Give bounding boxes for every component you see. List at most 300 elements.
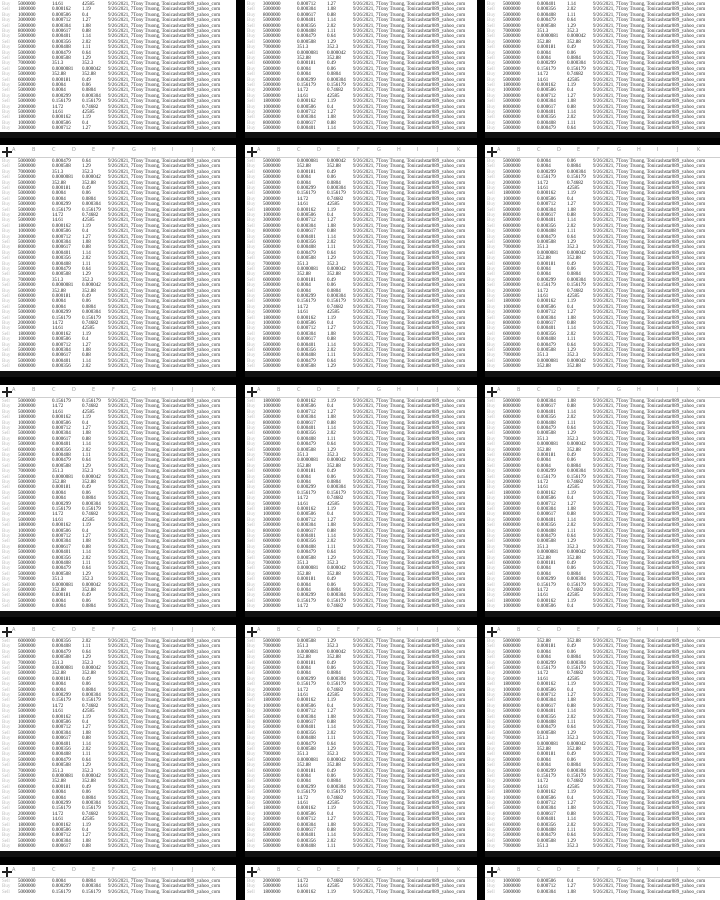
- table-cell: Buy: [2, 436, 11, 442]
- table-cell: 5000000: [503, 676, 521, 682]
- table-cell: 42585: [327, 310, 340, 316]
- table-cell: 5000000: [503, 229, 521, 235]
- table-cell: 0.49: [567, 644, 576, 650]
- table-row: [0, 485, 236, 490]
- column-letter: K: [212, 387, 216, 393]
- table-cell: 0.0000081: [537, 741, 559, 747]
- table-cell: 0.000162: [537, 490, 556, 496]
- table-cell: 0.49: [327, 469, 336, 475]
- table-cell: 9/26/2021, 7Tony Truong, Tonicashstar089_yahoo_com: [108, 115, 221, 121]
- table-cell: 0.000162: [297, 207, 316, 213]
- table-cell: Sell: [2, 294, 10, 299]
- table-cell: 0.156179: [537, 474, 556, 480]
- table-cell: Buy: [2, 757, 11, 763]
- table-cell: 6000000: [503, 714, 521, 720]
- table-cell: 1.19: [567, 299, 576, 305]
- table-cell: 5000000: [263, 299, 281, 305]
- table-cell: 9/26/2021, 7Tony Truong, Tonicashstar089_yahoo_com: [108, 757, 221, 763]
- table-cell: Buy: [247, 409, 256, 415]
- table-cell: 352.88: [297, 763, 311, 769]
- table-cell: 0.000304: [52, 431, 71, 437]
- table-cell: 9/26/2021, 7Tony Truong, Tonicashstar089_yahoo_com: [353, 288, 466, 294]
- table-cell: Buy: [2, 310, 11, 316]
- table-row: [485, 448, 720, 453]
- spreadsheet-printout-tile: [485, 625, 720, 857]
- table-cell: Sell: [2, 175, 10, 181]
- table-cell: 0.000401: [52, 550, 71, 556]
- table-cell: 1.08: [567, 806, 576, 812]
- table-cell: Buy: [2, 817, 11, 823]
- column-letter: B: [32, 627, 36, 633]
- table-cell: 8000000: [503, 104, 521, 110]
- table-cell: Buy: [2, 644, 11, 650]
- table-cell: 9/26/2021, 7Tony Truong, Tonicashstar089_yahoo_com: [353, 817, 466, 823]
- table-cell: 14.61: [537, 294, 549, 299]
- table-cell: 9/26/2021, 7Tony Truong, Tonicashstar089_yahoo_com: [108, 256, 221, 262]
- table-cell: 1.14: [567, 409, 576, 415]
- table-cell: Sell: [247, 566, 255, 572]
- table-cell: 9/26/2021, 7Tony Truong, Tonicashstar089_yahoo_com: [353, 256, 466, 262]
- table-cell: Sell: [2, 485, 10, 491]
- table-cell: 5000000: [503, 120, 521, 126]
- table-cell: 9/26/2021, 7Tony Truong, Tonicashstar089_yahoo_com: [108, 23, 221, 29]
- table-cell: 9/26/2021, 7Tony Truong, Tonicashstar089_yahoo_com: [593, 480, 706, 485]
- table-cell: 5000000: [503, 277, 521, 283]
- table-row: [485, 747, 720, 752]
- table-cell: 0.0000081: [52, 774, 74, 779]
- table-cell: 9/26/2021, 7Tony Truong, Tonicashstar089_yahoo_com: [593, 555, 706, 561]
- table-cell: 14.72: [537, 588, 549, 593]
- table-cell: 9/26/2021, 7Tony Truong, Tonicashstar089_yahoo_com: [108, 539, 221, 545]
- table-cell: 14.61: [297, 310, 309, 316]
- table-cell: 6000000: [18, 364, 36, 370]
- table-cell: 0.000042: [82, 774, 101, 779]
- table-cell: 5000000: [18, 507, 36, 512]
- table-cell: 1.19: [567, 83, 576, 88]
- table-cell: 0.000508: [52, 164, 71, 170]
- table-row: [485, 469, 720, 474]
- table-cell: Buy: [247, 795, 256, 801]
- table-cell: 0.156179: [537, 582, 556, 588]
- table-cell: 9/26/2021, 7Tony Truong, Tonicashstar089_yahoo_com: [593, 588, 706, 593]
- table-cell: 9/26/2021, 7Tony Truong, Tonicashstar089_yahoo_com: [353, 768, 466, 774]
- table-cell: Sell: [2, 23, 10, 29]
- table-cell: 3000000: [18, 534, 36, 539]
- table-cell: 0.88: [327, 828, 336, 833]
- table-row: [485, 245, 720, 250]
- table-cell: 9/26/2021, 7Tony Truong, Tonicashstar089_yahoo_com: [593, 12, 706, 18]
- table-cell: 1.27: [327, 517, 336, 523]
- table-row: [485, 475, 720, 480]
- table-cell: 9/26/2021, 7Tony Truong, Tonicashstar089_yahoo_com: [108, 240, 221, 245]
- table-cell: 14.61: [537, 593, 549, 599]
- table-cell: 9/26/2021, 7Tony Truong, Tonicashstar089_yahoo_com: [108, 582, 221, 588]
- table-cell: 0.0004: [297, 671, 311, 677]
- table-cell: Buy: [247, 709, 256, 715]
- table-cell: 9/26/2021, 7Tony Truong, Tonicashstar089_yahoo_com: [353, 321, 466, 326]
- table-cell: 1.14: [327, 342, 336, 348]
- table-cell: 0.000508: [537, 23, 556, 29]
- photo-bottom-shadow: [0, 132, 236, 138]
- table-row: [0, 644, 236, 649]
- table-cell: 5000000: [18, 304, 36, 310]
- table-cell: 9/26/2021, 7Tony Truong, Tonicashstar089_yahoo_com: [108, 577, 221, 583]
- column-letter: F: [112, 627, 115, 633]
- table-cell: 0.000181: [537, 644, 556, 650]
- table-cell: 1.14: [327, 725, 336, 731]
- table-cell: 0.0004: [297, 588, 311, 593]
- table-cell: 1.27: [82, 426, 91, 431]
- column-letter: I: [172, 627, 174, 633]
- table-cell: 2.02: [82, 447, 91, 453]
- table-cell: 0.156179: [82, 889, 101, 895]
- table-cell: 0.64: [567, 126, 576, 132]
- table-row: [245, 251, 477, 256]
- table-row: [0, 56, 236, 61]
- table-row: [245, 359, 477, 364]
- table-cell: Sell: [247, 240, 255, 245]
- table-cell: Sell: [247, 23, 255, 29]
- table-cell: 5000000: [503, 730, 521, 736]
- table-cell: Buy: [487, 72, 496, 78]
- table-cell: 5000000: [503, 763, 521, 769]
- table-cell: 5000000: [503, 768, 521, 774]
- table-cell: 0.49: [567, 752, 576, 758]
- table-cell: 1.29: [567, 730, 576, 736]
- table-row: [485, 774, 720, 779]
- table-cell: 1.19: [82, 714, 91, 720]
- column-letter: F: [112, 147, 115, 153]
- table-cell: 1.08: [82, 539, 91, 545]
- table-cell: 5000000: [18, 348, 36, 353]
- table-cell: 0.88: [82, 29, 91, 34]
- table-cell: 0.000162: [52, 223, 71, 229]
- table-row: [0, 588, 236, 593]
- table-cell: 1.14: [82, 741, 91, 747]
- table-cell: 5000000: [263, 18, 281, 24]
- table-row: [485, 688, 720, 693]
- table-cell: Sell: [247, 555, 255, 561]
- table-cell: Sell: [487, 507, 495, 512]
- table-row: [485, 321, 720, 326]
- table-cell: 9/26/2021, 7Tony Truong, Tonicashstar089_yahoo_com: [353, 774, 466, 779]
- table-cell: Buy: [487, 496, 496, 502]
- table-cell: 352.88: [297, 164, 311, 170]
- table-cell: 1000000: [263, 811, 281, 817]
- table-cell: 5000000: [18, 649, 36, 655]
- table-cell: Sell: [247, 682, 255, 688]
- table-cell: 5000000: [18, 283, 36, 289]
- table-cell: Buy: [487, 660, 496, 666]
- table-cell: 9/26/2021, 7Tony Truong, Tonicashstar089_yahoo_com: [353, 229, 466, 235]
- table-cell: 352.88: [52, 671, 66, 677]
- table-cell: 9/26/2021, 7Tony Truong, Tonicashstar089_yahoo_com: [593, 720, 706, 725]
- table-cell: Buy: [247, 321, 256, 326]
- table-cell: 5000000: [18, 164, 36, 170]
- column-letter: H: [397, 387, 401, 393]
- table-cell: 9/26/2021, 7Tony Truong, Tonicashstar089_yahoo_com: [593, 272, 706, 278]
- table-cell: 9/26/2021, 7Tony Truong, Tonicashstar089_yahoo_com: [108, 83, 221, 88]
- table-cell: 5000000: [263, 779, 281, 785]
- table-row: [0, 45, 236, 50]
- table-cell: 8000000: [263, 420, 281, 426]
- table-cell: 0.64: [82, 458, 91, 464]
- table-cell: 0.88: [567, 512, 576, 518]
- table-row: [245, 426, 477, 431]
- table-row: [245, 566, 477, 571]
- table-cell: 0.49: [567, 45, 576, 51]
- table-cell: 0.000506: [52, 420, 71, 426]
- table-cell: 6000000: [503, 822, 521, 828]
- table-cell: 0.49: [327, 169, 336, 175]
- table-cell: 9/26/2021, 7Tony Truong, Tonicashstar089_yahoo_com: [353, 186, 466, 191]
- table-cell: 0.4: [82, 120, 89, 126]
- table-cell: 0.0804: [567, 164, 581, 170]
- table-cell: 352.88: [82, 480, 96, 485]
- table-row: [0, 523, 236, 528]
- table-cell: Sell: [487, 415, 495, 421]
- table-cell: 0.000506: [52, 337, 71, 343]
- table-cell: 0.000162: [52, 331, 71, 337]
- table-cell: Sell: [487, 561, 495, 566]
- photo-bottom-shadow: [0, 611, 236, 617]
- table-row: [0, 437, 236, 442]
- table-row: [485, 326, 720, 331]
- table-cell: Buy: [247, 213, 256, 218]
- table-row: [245, 72, 477, 77]
- table-cell: 5000000: [18, 806, 36, 812]
- table-cell: Sell: [487, 666, 495, 671]
- column-header-row: [0, 385, 236, 398]
- table-row: [0, 110, 236, 115]
- table-row: [245, 332, 477, 337]
- table-cell: Buy: [247, 283, 256, 289]
- table-cell: 1.27: [327, 326, 336, 332]
- table-cell: 1800000: [18, 223, 36, 229]
- table-row: [485, 316, 720, 321]
- table-cell: 0.000712: [52, 725, 71, 731]
- table-cell: 7000000: [263, 752, 281, 758]
- table-cell: 9/26/2021, 7Tony Truong, Tonicashstar089_yahoo_com: [353, 342, 466, 348]
- table-row: [485, 56, 720, 61]
- column-letter: J: [192, 387, 194, 393]
- table-cell: 0.156179: [297, 191, 316, 197]
- table-row: [485, 256, 720, 261]
- table-cell: 0.000299: [297, 593, 316, 599]
- table-cell: 1.27: [567, 93, 576, 99]
- table-cell: 0.000042: [327, 649, 346, 655]
- table-cell: 1000000: [18, 420, 36, 426]
- table-cell: Buy: [487, 639, 496, 644]
- table-cell: 0.0804: [82, 795, 96, 801]
- table-cell: 0.06: [82, 598, 91, 604]
- table-cell: 5000000: [263, 774, 281, 779]
- table-cell: 9/26/2021, 7Tony Truong, Tonicashstar089_yahoo_com: [353, 474, 466, 480]
- table-cell: Sell: [247, 649, 255, 655]
- table-cell: Buy: [2, 779, 11, 785]
- table-cell: 5000000: [503, 458, 521, 464]
- table-cell: 0.88: [327, 528, 336, 534]
- table-cell: 1.14: [327, 18, 336, 24]
- table-cell: Sell: [487, 164, 495, 170]
- column-letter: I: [172, 867, 174, 873]
- table-cell: 5000000: [503, 577, 521, 583]
- table-cell: 0.000712: [297, 110, 316, 115]
- table-cell: 8000000: [18, 544, 36, 550]
- table-cell: 3000000: [18, 234, 36, 240]
- table-cell: 9/26/2021, 7Tony Truong, Tonicashstar089_yahoo_com: [593, 304, 706, 310]
- table-cell: 1.27: [567, 202, 576, 208]
- table-cell: 1.29: [567, 431, 576, 437]
- table-cell: 5000000: [263, 757, 281, 763]
- table-row: [0, 747, 236, 752]
- table-cell: 0.0804: [82, 88, 96, 94]
- table-cell: 352.88: [297, 272, 311, 278]
- table-cell: 5000000: [263, 294, 281, 299]
- table-row: [245, 539, 477, 544]
- table-cell: Buy: [487, 811, 496, 817]
- table-cell: 5000000: [263, 83, 281, 88]
- table-cell: Buy: [2, 741, 11, 747]
- table-cell: 0.000401: [537, 326, 556, 332]
- table-cell: 14.72: [297, 304, 309, 310]
- table-row: [245, 208, 477, 213]
- table-cell: Buy: [2, 490, 11, 496]
- table-row: [245, 523, 477, 528]
- table-cell: 352.88: [82, 72, 96, 78]
- table-cell: 6000000: [503, 415, 521, 421]
- table-row: [0, 817, 236, 822]
- table-cell: 9/26/2021, 7Tony Truong, Tonicashstar089_yahoo_com: [353, 331, 466, 337]
- column-letter: C: [297, 387, 301, 393]
- table-cell: 5000000: [503, 39, 521, 45]
- table-cell: 14.72: [537, 180, 549, 186]
- table-cell: 0.4: [567, 88, 574, 94]
- table-cell: Buy: [247, 218, 256, 224]
- table-cell: 9/26/2021, 7Tony Truong, Tonicashstar089_yahoo_com: [353, 175, 466, 181]
- table-cell: 5000000: [263, 29, 281, 34]
- table-cell: Buy: [2, 83, 11, 88]
- table-cell: 42585: [82, 517, 95, 523]
- table-row: [485, 763, 720, 768]
- table-cell: 1800000: [503, 83, 521, 88]
- photo-bottom-shadow: [0, 851, 236, 857]
- table-cell: 0.000712: [52, 234, 71, 240]
- table-cell: 9/26/2021, 7Tony Truong, Tonicashstar089_yahoo_com: [108, 348, 221, 353]
- table-row: [485, 348, 720, 353]
- table-cell: 1.19: [327, 315, 336, 321]
- column-letter: B: [277, 627, 281, 633]
- table-cell: 9/26/2021, 7Tony Truong, Tonicashstar089_yahoo_com: [593, 639, 706, 644]
- table-row: [485, 682, 720, 687]
- column-letter: C: [52, 627, 56, 633]
- table-cell: 9/26/2021, 7Tony Truong, Tonicashstar089_yahoo_com: [108, 353, 221, 359]
- table-cell: 0.000299: [297, 784, 316, 790]
- table-cell: 9/26/2021, 7Tony Truong, Tonicashstar089_yahoo_com: [108, 598, 221, 604]
- table-row: [0, 639, 236, 644]
- table-cell: 5000000: [263, 267, 281, 272]
- table-row: [245, 431, 477, 436]
- table-cell: 9/26/2021, 7Tony Truong, Tonicashstar089_yahoo_com: [593, 747, 706, 752]
- table-cell: 1.08: [327, 523, 336, 529]
- table-cell: 9/26/2021, 7Tony Truong, Tonicashstar089_yahoo_com: [108, 186, 221, 191]
- table-cell: 0.49: [82, 676, 91, 682]
- table-cell: 7000000: [18, 169, 36, 175]
- table-cell: 6000000: [503, 523, 521, 529]
- table-row: [245, 437, 477, 442]
- table-row: [485, 801, 720, 806]
- table-cell: 9/26/2021, 7Tony Truong, Tonicashstar089_yahoo_com: [593, 582, 706, 588]
- table-cell: 352.3: [82, 469, 94, 475]
- table-cell: 1.11: [567, 420, 576, 426]
- table-cell: 5000000: [18, 218, 36, 224]
- table-cell: 9/26/2021, 7Tony Truong, Tonicashstar089_yahoo_com: [353, 844, 466, 850]
- table-cell: 9/26/2021, 7Tony Truong, Tonicashstar089_yahoo_com: [353, 436, 466, 442]
- table-cell: 0.0804: [82, 687, 96, 693]
- table-cell: 2.02: [567, 115, 576, 121]
- table-cell: 9/26/2021, 7Tony Truong, Tonicashstar089_yahoo_com: [353, 442, 466, 448]
- table-cell: 5000000: [18, 2, 36, 7]
- table-cell: 0.156179: [297, 790, 316, 796]
- table-cell: 5000000: [263, 534, 281, 539]
- table-cell: 0.4: [82, 828, 89, 833]
- table-cell: 0.000408: [537, 12, 556, 18]
- table-row: [0, 175, 236, 180]
- table-cell: 5000000: [18, 730, 36, 736]
- table-row: [0, 742, 236, 747]
- table-cell: 9/26/2021, 7Tony Truong, Tonicashstar089_yahoo_com: [353, 736, 466, 742]
- table-cell: 9/26/2021, 7Tony Truong, Tonicashstar089_yahoo_com: [593, 604, 706, 610]
- table-row: [245, 502, 477, 507]
- table-cell: 9/26/2021, 7Tony Truong, Tonicashstar089_yahoo_com: [353, 458, 466, 464]
- table-cell: 9/26/2021, 7Tony Truong, Tonicashstar089_yahoo_com: [593, 72, 706, 78]
- table-cell: 9/26/2021, 7Tony Truong, Tonicashstar089_yahoo_com: [108, 463, 221, 469]
- table-cell: 14.72: [297, 88, 309, 94]
- table-cell: 2.02: [82, 747, 91, 752]
- table-cell: 2000000: [503, 480, 521, 485]
- table-row: [485, 512, 720, 517]
- table-cell: 352.88: [327, 463, 341, 469]
- column-letter: G: [377, 627, 381, 633]
- table-cell: 1.19: [567, 490, 576, 496]
- table-cell: 1.14: [567, 709, 576, 715]
- table-cell: 14.61: [297, 202, 309, 208]
- table-cell: 0.4: [82, 720, 89, 725]
- table-cell: 1000000: [503, 88, 521, 94]
- table-cell: 5000000: [18, 709, 36, 715]
- table-row: [0, 879, 236, 884]
- table-cell: Buy: [2, 660, 11, 666]
- table-cell: Buy: [247, 833, 256, 839]
- table-row: [485, 229, 720, 234]
- table-cell: 0.64: [82, 50, 91, 56]
- table-cell: 5000000: [503, 342, 521, 348]
- table-cell: 5000000: [18, 655, 36, 661]
- table-cell: Buy: [2, 458, 11, 464]
- crosshair-icon: [487, 867, 497, 877]
- table-cell: 6000000: [503, 261, 521, 267]
- table-cell: 0.000617: [52, 436, 71, 442]
- table-cell: 0.88: [567, 104, 576, 110]
- table-cell: 0.000479: [537, 426, 556, 431]
- table-cell: 0.000401: [537, 110, 556, 115]
- table-cell: 0.000479: [52, 50, 71, 56]
- table-cell: 0.000299: [537, 660, 556, 666]
- table-cell: 42585: [327, 93, 340, 99]
- table-row: [0, 256, 236, 261]
- table-cell: 9/26/2021, 7Tony Truong, Tonicashstar089_yahoo_com: [108, 2, 221, 7]
- column-letter: B: [32, 387, 36, 393]
